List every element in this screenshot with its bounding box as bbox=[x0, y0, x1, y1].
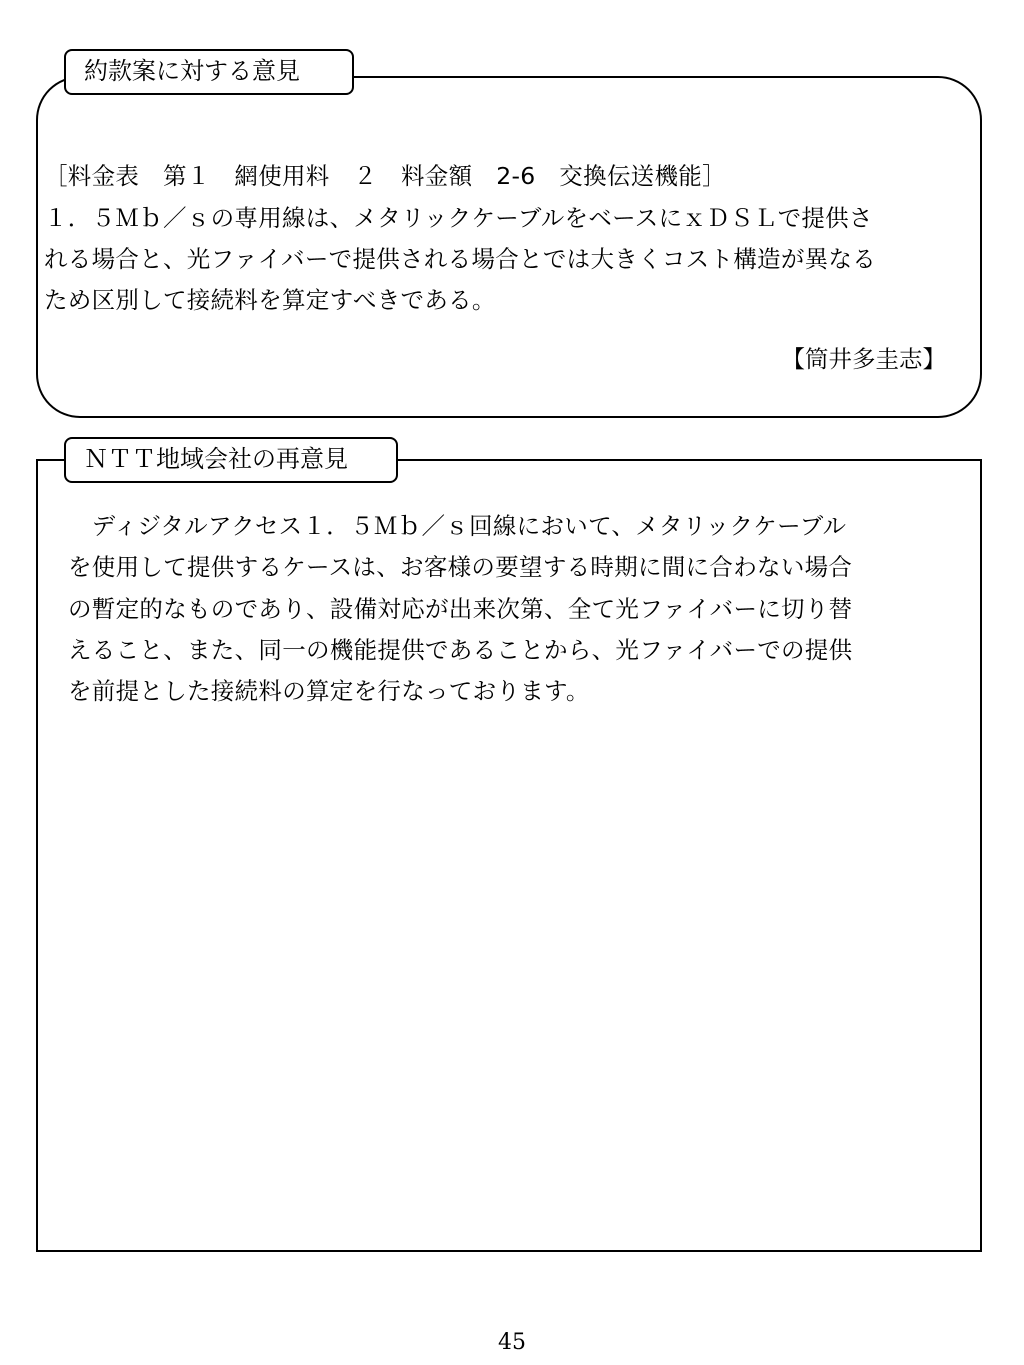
opinion-heading: ［料金表 第１ 網使用料 ２ 料金額 2-6 交換伝送機能］ bbox=[44, 162, 726, 190]
page-number: 45 bbox=[498, 1330, 526, 1355]
reply-line-5: を前提とした接続料の算定を行なっております。 bbox=[68, 677, 590, 705]
reply-line-1: ディジタルアクセス１．５Ｍｂ／ｓ回線において、メタリックケーブル bbox=[68, 512, 847, 540]
reply-line-4: えること、また、同一の機能提供であることから、光ファイバーでの提供 bbox=[68, 636, 853, 664]
opinion-signature: 【筒井多圭志】 bbox=[781, 345, 946, 373]
reply-label: ＮＴＴ地域会社の再意見 bbox=[64, 437, 398, 483]
opinion-line-1: １．５Ｍｂ／ｓの専用線は、メタリックケーブルをベースにｘＤＳＬで提供さ bbox=[44, 204, 873, 232]
opinion-line-2: れる場合と、光ファイバーで提供される場合とでは大きくコスト構造が異なる bbox=[44, 245, 877, 273]
opinion-label: 約款案に対する意見 bbox=[64, 49, 354, 95]
opinion-line-3: ため区別して接続料を算定すべきである。 bbox=[44, 286, 496, 314]
reply-line-2: を使用して提供するケースは、お客様の要望する時期に間に合わない場合 bbox=[68, 553, 853, 581]
reply-line-3: の暫定的なものであり、設備対応が出来次第、全て光ファイバーに切り替 bbox=[68, 595, 853, 623]
